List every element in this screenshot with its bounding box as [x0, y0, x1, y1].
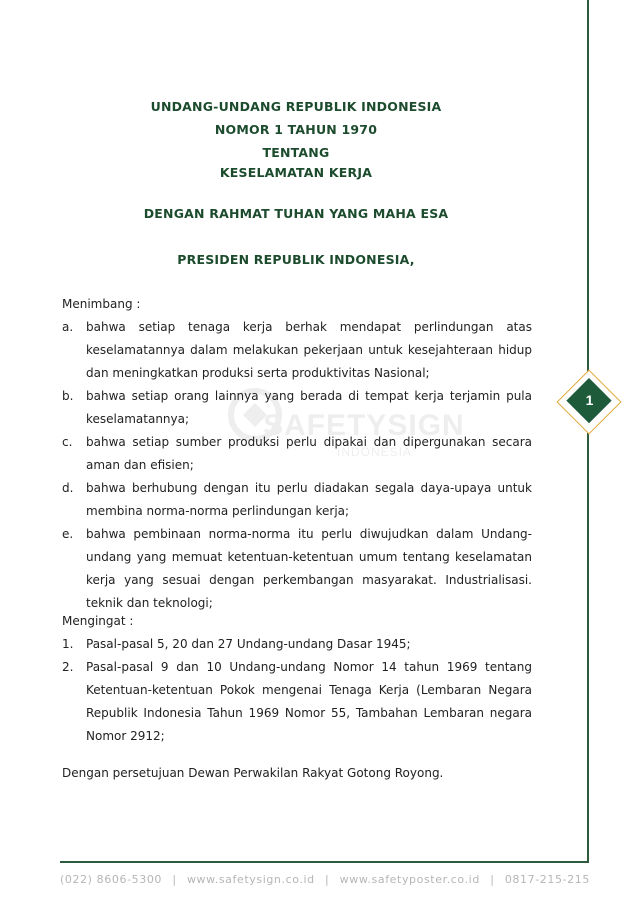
list-item: 1. Pasal-pasal 5, 20 dan 27 Undang-undang Dasar 1945;	[62, 637, 411, 651]
mengingat-section	[62, 610, 532, 748]
footer-website-safetysign: www.safetysign.co.id	[186, 872, 315, 886]
menimbang-section	[62, 293, 532, 615]
footer-phone: (022) 8606-5300	[60, 872, 163, 886]
footer-website-safetyposter: www.safetyposter.co.id	[339, 872, 480, 886]
heading-preamble: DENGAN RAHMAT TUHAN YANG MAHA ESA	[143, 206, 449, 221]
list-item: d. bahwa berhubung dengan itu perlu diadakan segala daya-upaya untuk membina norma-norma perlindungan kerja;	[62, 481, 532, 518]
footer-separator: |	[490, 872, 495, 886]
heading-tentang: TENTANG	[262, 145, 330, 160]
heading-law-number: NOMOR 1 TAHUN 1970	[214, 122, 378, 137]
heading-president: PRESIDEN REPUBLIK INDONESIA,	[177, 252, 415, 267]
page-frame-bottom-line	[60, 861, 589, 863]
list-item: c. bahwa setiap sumber produksi perlu dipakai dan dipergunakan secara aman dan efisien;	[62, 435, 532, 472]
menimbang-label: Menimbang :	[62, 297, 141, 311]
list-item: 2. Pasal-pasal 9 dan 10 Undang-undang Nomor 14 tahun 1969 tentang Ketentuan-ketentuan Pokok mengenai Tenaga Kerja (Lembaran Negara Republik Indonesia Tahun 1969 Nomor 55, Tambahan Lembaran negara Nomor 2912;	[62, 660, 532, 743]
menimbang-list	[62, 316, 532, 615]
footer-mobile: 0817-215-215	[504, 872, 590, 886]
footer-separator: |	[172, 872, 177, 886]
watermark-brand: SAFETYSIGN	[263, 409, 465, 442]
mengingat-label: Mengingat :	[62, 614, 134, 628]
list-item: b. bahwa setiap orang lainnya yang berada di tempat kerja terjamin pula keselamatannya;	[62, 389, 532, 426]
closing-statement: Dengan persetujuan Dewan Perwakilan Rakyat Gotong Royong.	[62, 766, 444, 780]
heading-subject: KESELAMATAN KERJA	[219, 165, 373, 180]
heading-law-title: UNDANG-UNDANG REPUBLIK INDONESIA	[150, 99, 442, 114]
watermark-sub: INDONESIA	[337, 445, 413, 459]
list-item: e. bahwa pembinaan norma-norma itu perlu diwujudkan dalam Undang-undang yang memuat ketentuan-ketentuan umum tentang keselamatan kerja yang sesuai dengan perkembangan masyarakat. Industrialisasi. teknik dan teknologi;	[62, 527, 532, 610]
mengingat-list	[62, 633, 532, 748]
list-item: a. bahwa setiap tenaga kerja berhak mendapat perlindungan atas keselamatannya dalam melakukan pekerjaan untuk kesejahteraan hidup dan meningkatkan produksi serta produktivitas Nasional;	[62, 320, 532, 380]
page-number: 1	[585, 392, 594, 408]
footer-separator: |	[325, 872, 330, 886]
page-footer	[60, 870, 590, 888]
